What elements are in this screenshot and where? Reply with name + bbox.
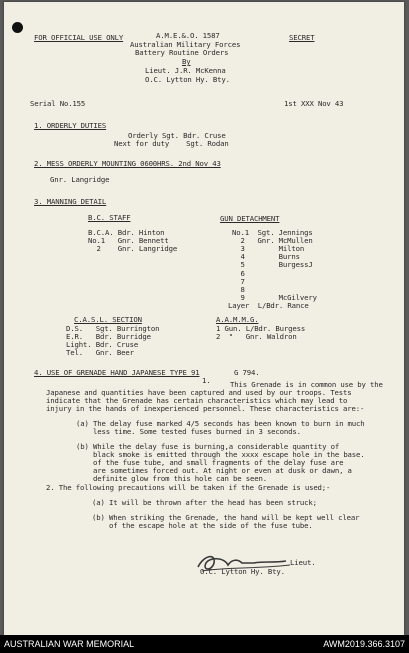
- section-2-title: 2. MESS ORDERLY MOUNTING 0600HRS. 2nd Nov 43: [34, 159, 221, 168]
- precaution-b-line: (b) When striking the Grenade, the hand will be kept well clear: [92, 513, 360, 522]
- gun-row: Layer L/Bdr. Rance: [228, 301, 309, 310]
- gun-row: 6: [232, 269, 245, 278]
- serial-number: Serial No.155: [30, 99, 86, 108]
- para-1-line: injury in the hands of inexperienced personnel. These characteristics are:-: [46, 404, 365, 413]
- para-b-line: black smoke is emitted through the xxxx escape hole in the base.: [76, 450, 365, 459]
- para-1-number: 1.: [202, 376, 211, 385]
- form-reference: A.M.E.&.O. 1587: [156, 31, 220, 40]
- para-b-line: are sometimes forced out. At night or even at dusk or dawn, a: [76, 466, 352, 475]
- bc-staff-row: No.1 Gnr. Bennett: [88, 236, 169, 245]
- casl-section-title: C.A.S.L. SECTION: [74, 315, 142, 324]
- signoff-unit: O.C. Lytton Hy. Bty.: [200, 567, 285, 576]
- aammg-title: A.A.M.M.G.: [216, 315, 259, 324]
- section-4-reference: G 794.: [234, 368, 260, 377]
- gun-row: 9 McGilvery: [232, 293, 317, 302]
- gun-row: No.1 Sgt. Jennings: [232, 228, 313, 237]
- para-a-line: (a) The delay fuse marked 4/5 seconds has been known to burn in much: [76, 419, 365, 428]
- para-1-line: Japanese and quantities have been captured and used by our troops. Tests: [46, 388, 352, 397]
- document-page: [4, 2, 404, 635]
- para-b-line: definite glow from this hole can be seen.: [76, 474, 267, 483]
- para-b-line: (b) While the delay fuse is burning,a considerable quantity of: [76, 442, 340, 451]
- para-1-line: This Grenade is in common use by the: [230, 380, 383, 389]
- gun-row: 8: [232, 285, 245, 294]
- punch-hole: [12, 22, 23, 33]
- casl-row: Light. Bdr. Cruse: [66, 340, 139, 349]
- footer-institution: AUSTRALIAN WAR MEMORIAL: [4, 639, 135, 649]
- gun-row: 7: [232, 277, 245, 286]
- orderly-sergeant: Orderly Sgt. Bdr. Cruse: [128, 131, 226, 140]
- mess-orderly: Gnr. Langridge: [50, 175, 110, 184]
- issuing-command: O.C. Lytton Hy. Bty.: [145, 75, 230, 84]
- signoff-rank: Lieut.: [290, 558, 316, 567]
- precaution-a: (a) It will be thrown after the head has been struck;: [92, 498, 317, 507]
- gun-row: 2 Gnr. McMullen: [232, 236, 313, 245]
- official-use-label: FOR OFFICIAL USE ONLY: [34, 33, 124, 42]
- gun-detachment-title: GUN DETACHMENT: [220, 214, 280, 223]
- para-1-line: indicate that the Grenade has certain characteristics which may lead to: [46, 396, 348, 405]
- bc-staff-title: B.C. STAFF: [88, 213, 131, 222]
- classification: SECRET: [289, 33, 315, 42]
- bc-staff-row: 2 Gnr. Langridge: [88, 244, 178, 253]
- section-4-title: 4. USE OF GRENADE HAND JAPANESE TYPE 91: [34, 368, 200, 377]
- issuing-officer: Lieut. J.R. McKenna: [145, 66, 226, 75]
- next-for-duty: Next for duty Sgt. Rodan: [114, 139, 229, 148]
- casl-row: D.S. Sgt. Burrington: [66, 324, 160, 333]
- precaution-b-line: of the escape hole at the side of the fuse tube.: [92, 521, 313, 530]
- gun-row: 3 Milton: [232, 244, 305, 253]
- casl-row: E.R. Bdr. Burridge: [66, 332, 151, 341]
- order-date: 1st XXX Nov 43: [284, 99, 344, 108]
- archive-footer: [0, 635, 409, 653]
- gun-row: 4 Burns: [232, 252, 300, 261]
- para-2: 2. The following precautions will be taken if the Grenade is used;-: [46, 483, 331, 492]
- para-a-line: less time. Some tested fuses burned in 3 seconds.: [76, 427, 301, 436]
- para-b-line: of the fuse tube, and small fragments of the delay fuse are: [76, 458, 344, 467]
- section-1-title: 1. ORDERLY DUTIES: [34, 121, 107, 130]
- footer-accession-number: AWM2019.366.3107: [323, 639, 405, 649]
- bc-staff-row: B.C.A. Bdr. Hinton: [88, 228, 165, 237]
- header-title-1: Australian Military Forces: [130, 40, 241, 49]
- gun-row: 5 BurgessJ: [232, 260, 313, 269]
- aammg-row: 1 Gun. L/Bdr. Burgess: [216, 324, 306, 333]
- section-3-title: 3. MANNING DETAIL: [34, 197, 107, 206]
- casl-row: Tel. Gnr. Beer: [66, 348, 134, 357]
- header-title-2: Battery Routine Orders: [135, 48, 229, 57]
- aammg-row: 2 " Gnr. Waldron: [216, 332, 297, 341]
- header-by: By: [182, 57, 191, 66]
